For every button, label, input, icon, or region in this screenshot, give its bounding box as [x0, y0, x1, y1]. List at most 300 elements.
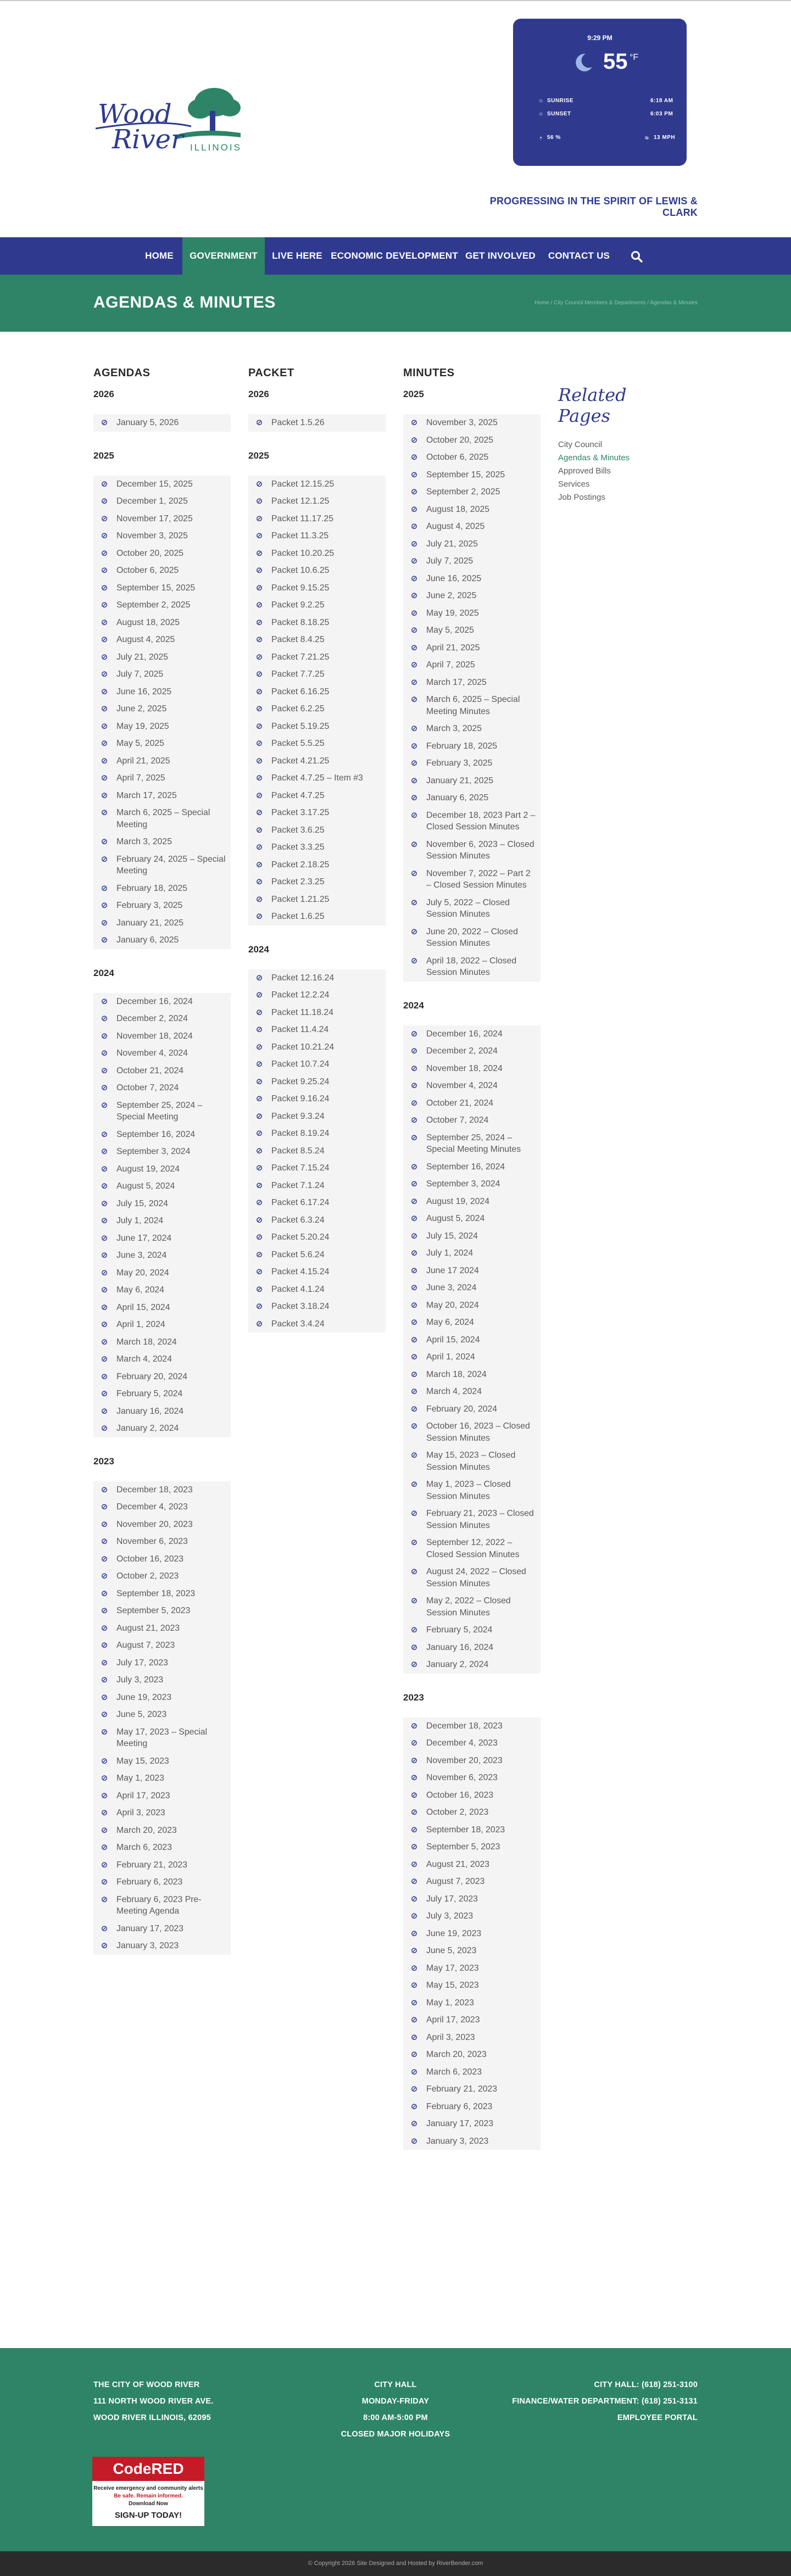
- document-link[interactable]: [403, 1158, 541, 1176]
- document-label: April 7, 2025: [116, 773, 165, 783]
- document-link[interactable]: [403, 1960, 541, 1977]
- document-link[interactable]: [248, 986, 386, 1004]
- document-link[interactable]: [403, 1025, 541, 1043]
- document-link[interactable]: [403, 1077, 541, 1095]
- document-link[interactable]: [403, 1656, 541, 1674]
- paperclip-icon: ⊘: [101, 1354, 108, 1364]
- document-link[interactable]: [93, 527, 231, 545]
- document-link[interactable]: [403, 1245, 541, 1262]
- document-link[interactable]: [248, 839, 386, 856]
- document-label: July 1, 2024: [116, 1216, 164, 1225]
- document-link[interactable]: [248, 1056, 386, 1073]
- related-link-agendas-minutes[interactable]: Agendas & Minutes: [558, 453, 630, 462]
- document-link[interactable]: [93, 1689, 231, 1707]
- document-link[interactable]: [93, 1804, 231, 1822]
- document-label: Packet 6.3.24: [271, 1215, 325, 1225]
- paperclip-icon: ⊘: [101, 1640, 108, 1650]
- document-link[interactable]: [93, 1420, 231, 1437]
- document-link[interactable]: [403, 1639, 541, 1657]
- document-link[interactable]: [248, 476, 386, 493]
- document-label: March 18, 2024: [426, 1369, 487, 1379]
- nav-government[interactable]: GOVERNMENT: [182, 237, 265, 275]
- document-link[interactable]: [248, 1159, 386, 1177]
- document-label: March 6, 2023: [116, 1843, 172, 1852]
- document-link[interactable]: [248, 1315, 386, 1333]
- document-label: Packet 1.21.25: [271, 894, 330, 904]
- document-link[interactable]: [93, 833, 231, 851]
- document-link[interactable]: [248, 631, 386, 649]
- document-link[interactable]: [248, 614, 386, 632]
- document-link[interactable]: [403, 2115, 541, 2133]
- paperclip-icon: ⊘: [410, 1161, 418, 1172]
- document-link[interactable]: [403, 605, 541, 622]
- document-link[interactable]: [248, 1090, 386, 1108]
- document-link[interactable]: [93, 1937, 231, 1955]
- document-link[interactable]: [403, 1262, 541, 1280]
- document-link[interactable]: [93, 1230, 231, 1247]
- agendas-column: [93, 367, 231, 1973]
- paperclip-icon: ⊘: [101, 582, 108, 593]
- document-link[interactable]: [403, 1563, 541, 1592]
- document-link[interactable]: [93, 1481, 231, 1499]
- document-label: Packet 3.6.25: [271, 825, 325, 835]
- document-link[interactable]: [93, 880, 231, 897]
- document-link[interactable]: [248, 545, 386, 562]
- document-link[interactable]: [248, 873, 386, 891]
- document-link[interactable]: [403, 1621, 541, 1639]
- document-link[interactable]: [93, 1178, 231, 1195]
- document-link[interactable]: [403, 639, 541, 657]
- document-link[interactable]: [93, 932, 231, 949]
- document-link[interactable]: [248, 1246, 386, 1264]
- document-link[interactable]: [93, 770, 231, 787]
- document-link[interactable]: [403, 2011, 541, 2029]
- document-link[interactable]: [403, 1718, 541, 1735]
- year-heading: 2023: [403, 1692, 424, 1703]
- document-link[interactable]: [403, 865, 541, 894]
- paperclip-icon: ⊘: [255, 1145, 263, 1156]
- document-link[interactable]: [93, 1212, 231, 1230]
- document-link[interactable]: [403, 1873, 541, 1891]
- document-link[interactable]: [93, 897, 231, 915]
- document-link[interactable]: [403, 1193, 541, 1211]
- document-label: July 21, 2025: [426, 539, 478, 549]
- paperclip-icon: ⊘: [410, 1097, 418, 1108]
- document-link[interactable]: [93, 579, 231, 597]
- document-link[interactable]: [93, 1062, 231, 1080]
- document-link[interactable]: [248, 579, 386, 597]
- document-link[interactable]: [248, 822, 386, 839]
- document-link[interactable]: [248, 527, 386, 545]
- document-link[interactable]: [93, 631, 231, 649]
- nav-get-involved[interactable]: GET INVOLVED: [465, 250, 536, 261]
- document-link[interactable]: [93, 718, 231, 735]
- document-label: March 3, 2025: [116, 837, 172, 846]
- document-link[interactable]: [93, 596, 231, 614]
- nav-live-here[interactable]: LIVE HERE: [272, 250, 322, 261]
- document-link[interactable]: [93, 562, 231, 579]
- document-link[interactable]: [403, 789, 541, 807]
- document-link[interactable]: [403, 1210, 541, 1228]
- document-link[interactable]: [403, 1925, 541, 1943]
- document-link[interactable]: [403, 656, 541, 674]
- document-label: August 21, 2023: [426, 1859, 490, 1869]
- document-link[interactable]: [93, 1753, 231, 1770]
- document-link[interactable]: [93, 1568, 231, 1585]
- document-link[interactable]: [93, 1706, 231, 1724]
- document-label: December 15, 2025: [116, 479, 193, 489]
- paperclip-icon: ⊘: [101, 854, 108, 864]
- document-label: August 18, 2025: [426, 504, 490, 514]
- document-link[interactable]: [93, 1195, 231, 1213]
- document-link[interactable]: [403, 1279, 541, 1297]
- document-link[interactable]: [403, 1534, 541, 1563]
- document-label: September 25, 2024 – Special Meeting Minutes: [426, 1133, 521, 1154]
- page-title: AGENDAS & MINUTES: [93, 293, 276, 311]
- document-link[interactable]: [93, 804, 231, 833]
- document-link[interactable]: [93, 510, 231, 528]
- document-link[interactable]: [93, 1654, 231, 1672]
- document-link[interactable]: [403, 2029, 541, 2047]
- document-link[interactable]: [93, 1724, 231, 1753]
- paperclip-icon: ⊘: [410, 810, 418, 820]
- document-link[interactable]: [93, 1839, 231, 1856]
- document-link[interactable]: [248, 510, 386, 528]
- document-link[interactable]: [93, 1874, 231, 1891]
- document-link[interactable]: [93, 414, 231, 432]
- document-link[interactable]: [93, 1028, 231, 1045]
- document-link[interactable]: [93, 1403, 231, 1420]
- document-link[interactable]: [403, 2098, 541, 2116]
- document-link[interactable]: [403, 1175, 541, 1193]
- document-label: November 3, 2025: [426, 418, 498, 427]
- document-link[interactable]: [93, 683, 231, 701]
- document-link[interactable]: [248, 969, 386, 987]
- document-link[interactable]: [403, 1418, 541, 1447]
- document-link[interactable]: [93, 1097, 231, 1126]
- document-link[interactable]: [403, 738, 541, 755]
- paperclip-icon: ⊘: [410, 1334, 418, 1345]
- document-link[interactable]: [93, 649, 231, 666]
- document-link[interactable]: [93, 1533, 231, 1551]
- document-link[interactable]: [403, 1856, 541, 1874]
- wind-icon: ≈: [645, 134, 649, 142]
- document-link[interactable]: [403, 1476, 541, 1505]
- document-link[interactable]: [248, 1142, 386, 1160]
- document-link[interactable]: [93, 493, 231, 510]
- document-link[interactable]: [403, 553, 541, 570]
- document-list: [93, 414, 231, 432]
- document-link[interactable]: [403, 449, 541, 466]
- document-link[interactable]: [93, 1551, 231, 1568]
- paperclip-icon: ⊘: [410, 504, 418, 514]
- document-link[interactable]: [93, 1602, 231, 1620]
- document-link[interactable]: [403, 1804, 541, 1821]
- document-label: December 16, 2024: [116, 996, 193, 1006]
- document-link[interactable]: [403, 622, 541, 639]
- document-list: [403, 1025, 541, 1674]
- document-link[interactable]: [93, 700, 231, 718]
- paperclip-icon: ⊘: [101, 1692, 108, 1702]
- document-link[interactable]: [403, 1735, 541, 1752]
- document-link[interactable]: [93, 1516, 231, 1534]
- document-link[interactable]: [93, 1368, 231, 1386]
- document-link[interactable]: [403, 2081, 541, 2098]
- document-link[interactable]: [93, 1891, 231, 1920]
- footer-employee-portal-link[interactable]: EMPLOYEE PORTAL: [617, 2413, 698, 2422]
- document-link[interactable]: [93, 1671, 231, 1689]
- paperclip-icon: ⊘: [410, 1317, 418, 1327]
- document-link[interactable]: [248, 683, 386, 701]
- document-link[interactable]: [248, 735, 386, 752]
- nav-contact-us[interactable]: CONTACT US: [548, 250, 610, 261]
- document-label: Packet 10.6.25: [271, 566, 330, 575]
- document-link[interactable]: [248, 649, 386, 666]
- document-link[interactable]: [248, 1263, 386, 1281]
- document-label: April 1, 2024: [116, 1320, 165, 1329]
- document-link[interactable]: [248, 1212, 386, 1229]
- paperclip-icon: ⊘: [101, 1215, 108, 1225]
- document-link[interactable]: [93, 1316, 231, 1334]
- codered-banner[interactable]: [92, 2457, 204, 2526]
- document-link[interactable]: [93, 1010, 231, 1028]
- document-link[interactable]: [403, 2133, 541, 2150]
- footer-hours: [313, 2377, 478, 2443]
- codered-line: Be safe. Remain informed.: [114, 2493, 183, 2499]
- document-link[interactable]: [248, 493, 386, 510]
- paperclip-icon: ⊘: [101, 1267, 108, 1278]
- document-link[interactable]: [403, 1228, 541, 1245]
- search-icon[interactable]: [631, 250, 643, 263]
- document-link[interactable]: [93, 1079, 231, 1097]
- document-link[interactable]: [93, 1161, 231, 1178]
- document-link[interactable]: [403, 1112, 541, 1129]
- document-link[interactable]: [403, 1447, 541, 1476]
- document-link[interactable]: [403, 772, 541, 790]
- document-label: February 6, 2023 Pre-Meeting Agenda: [116, 1894, 202, 1916]
- document-link[interactable]: [93, 851, 231, 880]
- document-link[interactable]: [403, 1592, 541, 1621]
- document-link[interactable]: [403, 1891, 541, 1908]
- document-link[interactable]: [403, 1297, 541, 1314]
- document-label: January 2, 2024: [116, 1424, 179, 1433]
- document-link[interactable]: [93, 1585, 231, 1603]
- document-link[interactable]: [93, 476, 231, 493]
- document-label: August 7, 2023: [116, 1641, 175, 1650]
- document-link[interactable]: [248, 666, 386, 683]
- document-link[interactable]: [248, 700, 386, 718]
- footer-phone-city-hall[interactable]: CITY HALL: (618) 251-3100: [594, 2380, 698, 2389]
- document-link[interactable]: [403, 674, 541, 692]
- document-link[interactable]: [93, 752, 231, 770]
- codered-line: Receive emergency and community alerts: [93, 2485, 203, 2491]
- document-link[interactable]: [93, 1822, 231, 1839]
- document-link[interactable]: [93, 1045, 231, 1062]
- related-link-services[interactable]: Services: [558, 479, 590, 489]
- document-link[interactable]: [248, 1281, 386, 1298]
- document-link[interactable]: [403, 1838, 541, 1856]
- document-label: January 6, 2025: [426, 793, 489, 802]
- document-link[interactable]: [403, 1366, 541, 1384]
- document-link[interactable]: [248, 787, 386, 805]
- document-label: March 6, 2023: [426, 2067, 482, 2077]
- paperclip-icon: ⊘: [101, 807, 108, 817]
- document-link[interactable]: [403, 755, 541, 772]
- document-label: July 21, 2025: [116, 652, 168, 662]
- paperclip-icon: ⊘: [255, 1059, 263, 1069]
- document-link[interactable]: [93, 1334, 231, 1351]
- document-link[interactable]: [403, 1129, 541, 1158]
- document-link[interactable]: [403, 1060, 541, 1078]
- paperclip-icon: ⊘: [410, 955, 418, 966]
- document-link[interactable]: [93, 545, 231, 562]
- document-link[interactable]: [403, 1994, 541, 2012]
- document-link[interactable]: [403, 691, 541, 720]
- document-link[interactable]: [93, 1351, 231, 1368]
- document-link[interactable]: [403, 1095, 541, 1112]
- document-label: Packet 5.6.24: [271, 1250, 325, 1259]
- document-link[interactable]: [93, 993, 231, 1011]
- document-link[interactable]: [403, 923, 541, 952]
- document-link[interactable]: [403, 483, 541, 501]
- document-link[interactable]: [403, 518, 541, 536]
- document-link[interactable]: [403, 894, 541, 923]
- document-link[interactable]: [248, 891, 386, 908]
- document-link[interactable]: [93, 1126, 231, 1144]
- document-link[interactable]: [93, 787, 231, 805]
- document-link[interactable]: [248, 1125, 386, 1142]
- footer-phone-finance[interactable]: FINANCE/WATER DEPARTMENT: (618) 251-3131: [512, 2397, 698, 2406]
- document-link[interactable]: [93, 735, 231, 752]
- document-link[interactable]: [93, 1498, 231, 1516]
- nav-economic-development[interactable]: ECONOMIC DEVELOPMENT: [331, 250, 458, 261]
- document-label: Packet 12.15.25: [271, 479, 335, 489]
- related-link-approved-bills[interactable]: Approved Bills: [558, 466, 611, 476]
- document-link[interactable]: [403, 414, 541, 432]
- document-link[interactable]: [403, 1383, 541, 1401]
- document-link[interactable]: [93, 1143, 231, 1161]
- document-link[interactable]: [93, 1247, 231, 1264]
- paperclip-icon: ⊘: [410, 2101, 418, 2111]
- document-link[interactable]: [403, 501, 541, 518]
- paperclip-icon: ⊘: [101, 738, 108, 748]
- document-link[interactable]: [248, 804, 386, 822]
- document-link[interactable]: [93, 1299, 231, 1317]
- related-link-city-council[interactable]: City Council: [558, 440, 603, 449]
- document-link[interactable]: [403, 587, 541, 605]
- document-link[interactable]: [403, 1942, 541, 1960]
- document-link[interactable]: [403, 432, 541, 449]
- document-link[interactable]: [248, 1108, 386, 1125]
- nav-home[interactable]: HOME: [145, 250, 174, 261]
- document-link[interactable]: [93, 1620, 231, 1637]
- document-link[interactable]: [403, 1821, 541, 1839]
- paperclip-icon: ⊘: [410, 1625, 418, 1635]
- document-link[interactable]: [403, 1331, 541, 1349]
- document-link[interactable]: [248, 856, 386, 874]
- document-link[interactable]: [403, 1401, 541, 1418]
- document-link[interactable]: [403, 1977, 541, 1994]
- document-link[interactable]: [403, 570, 541, 588]
- document-link[interactable]: [403, 952, 541, 982]
- document-link[interactable]: [403, 1787, 541, 1804]
- paperclip-icon: ⊘: [101, 1755, 108, 1766]
- document-link[interactable]: [403, 836, 541, 865]
- document-link[interactable]: [93, 1787, 231, 1805]
- document-label: Packet 9.2.25: [271, 600, 325, 610]
- document-link[interactable]: [403, 1752, 541, 1770]
- paperclip-icon: ⊘: [101, 617, 108, 627]
- document-link[interactable]: [403, 2064, 541, 2081]
- paperclip-icon: ⊘: [410, 1283, 418, 1292]
- document-link[interactable]: [248, 1021, 386, 1039]
- document-link[interactable]: [248, 1298, 386, 1315]
- paperclip-icon: ⊘: [410, 723, 418, 733]
- site-logo[interactable]: [92, 80, 252, 157]
- document-label: October 20, 2025: [426, 435, 494, 445]
- sunrise-label: SUNRISE: [547, 98, 573, 104]
- document-link[interactable]: [248, 908, 386, 925]
- document-link[interactable]: [403, 466, 541, 484]
- document-link[interactable]: [93, 1856, 231, 1874]
- document-link[interactable]: [93, 1264, 231, 1282]
- document-link[interactable]: [248, 770, 386, 787]
- document-link[interactable]: [248, 1229, 386, 1246]
- document-link[interactable]: [403, 536, 541, 553]
- document-link[interactable]: [403, 1908, 541, 1925]
- document-link[interactable]: [403, 1505, 541, 1534]
- document-link[interactable]: [93, 666, 231, 683]
- document-label: May 15, 2023: [426, 1981, 479, 1990]
- document-link[interactable]: [93, 1385, 231, 1403]
- document-link[interactable]: [248, 752, 386, 770]
- document-link[interactable]: [248, 562, 386, 579]
- document-link[interactable]: [403, 1769, 541, 1787]
- document-label: Packet 8.18.25: [271, 617, 330, 627]
- document-link[interactable]: [93, 1920, 231, 1938]
- document-link[interactable]: [248, 718, 386, 735]
- paperclip-icon: ⊘: [410, 1508, 418, 1518]
- document-link[interactable]: [403, 1042, 541, 1060]
- document-link[interactable]: [93, 1637, 231, 1654]
- document-list: [93, 1481, 231, 1955]
- document-link[interactable]: [248, 1073, 386, 1091]
- paperclip-icon: ⊘: [101, 1250, 108, 1260]
- document-link[interactable]: [93, 1770, 231, 1787]
- document-link[interactable]: [93, 915, 231, 932]
- humidity-icon: ◔: [538, 134, 543, 142]
- document-link[interactable]: [248, 1004, 386, 1022]
- document-link[interactable]: [403, 1314, 541, 1331]
- document-link[interactable]: [403, 720, 541, 738]
- paperclip-icon: ⊘: [410, 1132, 418, 1142]
- year-heading: 2024: [403, 1000, 424, 1011]
- document-link[interactable]: [248, 1194, 386, 1212]
- document-link[interactable]: [403, 1348, 541, 1366]
- paperclip-icon: ⊘: [410, 1659, 418, 1669]
- document-link[interactable]: [403, 807, 541, 836]
- document-link[interactable]: [93, 1281, 231, 1299]
- document-link[interactable]: [403, 2046, 541, 2064]
- document-link[interactable]: [248, 596, 386, 614]
- document-link[interactable]: [248, 1039, 386, 1056]
- related-link-job-postings[interactable]: Job Postings: [558, 493, 605, 502]
- document-label: Packet 3.17.25: [271, 808, 330, 817]
- document-link[interactable]: [248, 1177, 386, 1195]
- paperclip-icon: ⊘: [410, 642, 418, 653]
- document-link[interactable]: [93, 614, 231, 632]
- document-link[interactable]: [248, 414, 386, 432]
